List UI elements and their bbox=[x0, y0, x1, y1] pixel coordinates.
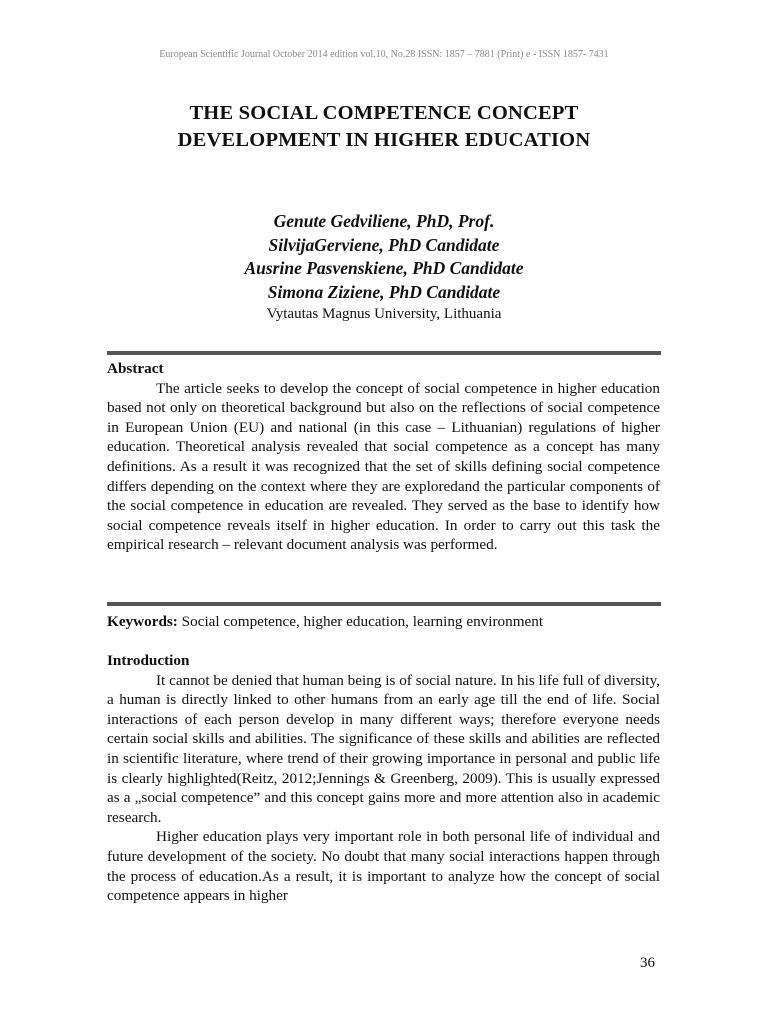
abstract-heading: Abstract bbox=[107, 360, 164, 377]
affiliation: Vytautas Magnus University, Lithuania bbox=[266, 306, 502, 322]
keywords-label: Keywords: bbox=[107, 613, 178, 630]
author-name: Ausrine Pasvenskiene, PhD Candidate bbox=[244, 258, 524, 278]
title-line: DEVELOPMENT IN HIGHER EDUCATION bbox=[177, 129, 591, 151]
running-header: European Scientific Journal October 2014 edition vol.10, No.28 ISSN: 1857 – 7881 (Print) e - ISSN 1857- 7431 bbox=[159, 49, 609, 60]
keywords-text: Social competence, higher education, learning environment bbox=[177, 613, 544, 630]
abstract-text: The article seeks to develop the concept of social competence in higher education based not only on theoretical background but also on the reflections of social competence in European Union (EU) and national (in this case – Lithuanian) regulations of higher education. Theoretical analysis revealed that social competence as a concept has many definitions. As a result it was recognized that the set of skills defining social competence differs depending on the context where they are exploredand the particular components of the social competence in education are revealed. They served as the base to identify how social competence reveals itself in higher education. In order to carry out this task the empirical research – relevant document analysis was performed. bbox=[107, 379, 660, 554]
title-line: THE SOCIAL COMPETENCE CONCEPT bbox=[189, 102, 579, 124]
author-name: SilvijaGerviene, PhD Candidate bbox=[268, 234, 500, 255]
introduction-section bbox=[107, 651, 660, 906]
author-block bbox=[0, 210, 768, 324]
page-number: 36 bbox=[640, 955, 655, 971]
abstract-section bbox=[107, 359, 660, 555]
paper-title bbox=[0, 100, 768, 154]
introduction-heading: Introduction bbox=[107, 652, 190, 669]
divider-rule bbox=[107, 602, 661, 606]
introduction-paragraph: It cannot be denied that human being is of social nature. In his life full of diversity, a human is directly linked to other humans from an early age till the end of life. Social interactions of each person develop in many different ways; therefore everyone needs certain social skills and abilities. The significance of these skills and abilities are reflected in scientific literature, where trend of their growing importance in personal and public life is clearly highlighted(Reitz, 2012;Jennings & Greenberg, 2009). This is usually expressed as a „social competence” and this concept gains more and more attention also in academic research. bbox=[107, 671, 660, 826]
divider-rule bbox=[107, 351, 661, 355]
author-name: Simona Ziziene, PhD Candidate bbox=[267, 281, 501, 302]
introduction-paragraph: Higher education plays very important role in both personal life of individual and future development of the society. No doubt that many social interactions happen through the process of education.As a result, it is important to analyze how the concept of social competence appears in higher bbox=[107, 828, 660, 905]
keywords-line bbox=[107, 612, 667, 632]
author-name: Genute Gedviliene, PhD, Prof. bbox=[273, 211, 495, 231]
